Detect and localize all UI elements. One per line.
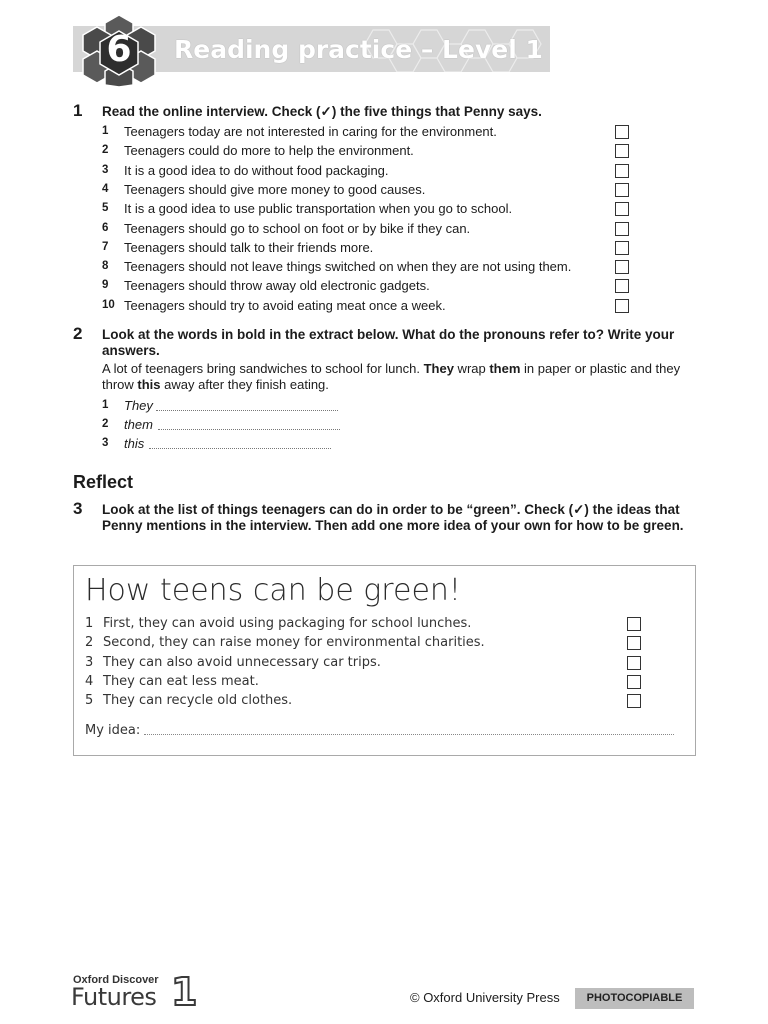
statement-row [102, 199, 632, 218]
statement-number: 3 [102, 163, 109, 176]
answer-word: them [124, 417, 153, 432]
statement-number: 1 [102, 125, 109, 137]
unit-number: 6 [106, 29, 132, 70]
statement-row [102, 238, 632, 257]
green-idea-text: They can also avoid unnecessary car trips. [103, 654, 381, 670]
green-idea-text: Second, they can raise money for environmental charities. [103, 635, 485, 651]
answer-number: 1 [102, 399, 109, 411]
statement-text: Teenagers should go to school on foot or by bike if they can. [124, 220, 471, 236]
statement-number: 5 [102, 202, 109, 215]
statement-row [102, 141, 632, 160]
statement-number: 8 [102, 260, 109, 273]
green-idea-checkbox[interactable] [627, 636, 641, 650]
series-level: 1 [171, 970, 198, 1014]
statement-row [102, 122, 632, 141]
exercise-2-instruction [102, 327, 692, 359]
box-title: How teens can be green! [85, 573, 461, 608]
statement-text: Teenagers should not leave things switched on when they are not using them. [124, 259, 572, 275]
statement-row [102, 219, 632, 238]
answer-number: 3 [102, 437, 109, 449]
answer-row [102, 434, 342, 453]
exercise-1-instruction: Read the online interview. Check (✓) the five things that Penny says. [102, 104, 542, 119]
statement-checkbox[interactable] [615, 183, 629, 197]
statement-text: Teenagers could do more to help the environment. [124, 143, 414, 159]
statement-number: 7 [102, 240, 109, 253]
statement-row [102, 161, 632, 180]
statement-text: Teenagers should throw away old electronic gadgets. [124, 278, 430, 294]
my-idea-line[interactable] [144, 734, 674, 735]
green-idea-row [85, 653, 645, 672]
statement-row [102, 180, 632, 199]
green-idea-checkbox[interactable] [627, 656, 641, 670]
statement-number: 6 [102, 221, 109, 234]
green-idea-text: First, they can avoid using packaging for school lunches. [103, 616, 472, 631]
statement-checkbox[interactable] [615, 144, 629, 158]
statement-row [102, 296, 632, 315]
statement-number: 10 [102, 298, 115, 311]
statement-checkbox[interactable] [615, 164, 629, 178]
answer-line[interactable] [156, 410, 338, 411]
green-idea-number: 2 [85, 635, 94, 651]
photocopiable-badge: PHOTOCOPIABLE [575, 988, 694, 1009]
instruction-bold-word: bold [237, 327, 266, 342]
statement-number: 4 [102, 182, 109, 195]
statement-number: 9 [102, 279, 109, 292]
instruction-text: in the extract below. What do the pronouns refer to? Write your answers. [102, 327, 675, 358]
copyright-notice: © Oxford University Press [410, 990, 560, 1005]
instruction-text: Look at the words in [102, 327, 238, 342]
statement-text: Teenagers should give more money to good causes. [124, 181, 426, 197]
statement-number: 2 [102, 144, 109, 157]
green-idea-row [85, 691, 645, 710]
statement-checkbox[interactable] [615, 125, 629, 139]
extract-text: A lot of teenagers bring sandwiches to school for lunch. [102, 361, 424, 376]
extract-pronoun-this: this [137, 377, 161, 392]
statement-checkbox[interactable] [615, 299, 629, 313]
green-idea-checkbox[interactable] [627, 617, 641, 631]
reading-extract [102, 361, 702, 393]
my-idea-label: My idea: [85, 723, 141, 738]
extract-text: in paper or plastic and they throw [102, 361, 681, 392]
statement-text: Teenagers should try to avoid eating meat once a week. [124, 297, 446, 313]
green-idea-checkbox[interactable] [627, 694, 641, 708]
green-ideas-box [73, 565, 696, 756]
extract-text: wrap [453, 361, 490, 376]
extract-pronoun-them: them [489, 361, 521, 376]
series-name: Futures [71, 983, 157, 1011]
extract-text: away after they finish eating. [160, 377, 329, 392]
statement-checkbox[interactable] [615, 260, 629, 274]
exercise-3-instruction: Look at the list of things teenagers can do in order to be “green”. Check (✓) the ideas that Penny mentions in the interview. Then add one more idea of your own for how to be green. [102, 502, 684, 533]
statement-row [102, 276, 632, 295]
green-idea-row [85, 633, 645, 652]
statement-checkbox[interactable] [615, 222, 629, 236]
statement-text: It is a good idea to do without food packaging. [124, 162, 389, 178]
green-idea-number: 3 [85, 654, 94, 670]
statement-text: Teenagers today are not interested in caring for the environment. [124, 124, 497, 139]
green-idea-row [85, 614, 645, 633]
page-title: Reading practice – Level 1 [174, 35, 543, 64]
answer-number: 2 [102, 418, 109, 430]
statement-row [102, 257, 632, 276]
brand-name: Oxford Discover [73, 974, 159, 986]
answer-line[interactable] [158, 429, 340, 430]
answer-word: this [124, 436, 145, 451]
green-idea-number: 1 [85, 616, 94, 631]
statement-text: It is a good idea to use public transportation when you go to school. [124, 201, 513, 217]
statement-checkbox[interactable] [615, 202, 629, 216]
green-idea-number: 5 [85, 693, 94, 709]
exercise-1-number: 1 [73, 101, 83, 120]
statement-checkbox[interactable] [615, 279, 629, 293]
answer-word: They [124, 398, 153, 413]
green-idea-number: 4 [85, 673, 94, 689]
exercise-3-number: 3 [73, 499, 83, 518]
green-idea-checkbox[interactable] [627, 675, 641, 689]
reflect-heading: Reflect [73, 472, 134, 492]
statement-checkbox[interactable] [615, 241, 629, 255]
exercise-2-number: 2 [73, 324, 83, 343]
answer-row [102, 415, 342, 434]
green-idea-row [85, 672, 645, 691]
answer-line[interactable] [149, 448, 331, 449]
green-idea-text: They can recycle old clothes. [103, 693, 293, 709]
extract-pronoun-they: They [423, 361, 454, 376]
answer-row [102, 396, 342, 415]
green-idea-text: They can eat less meat. [103, 673, 259, 689]
statement-text: Teenagers should talk to their friends more. [124, 239, 374, 255]
